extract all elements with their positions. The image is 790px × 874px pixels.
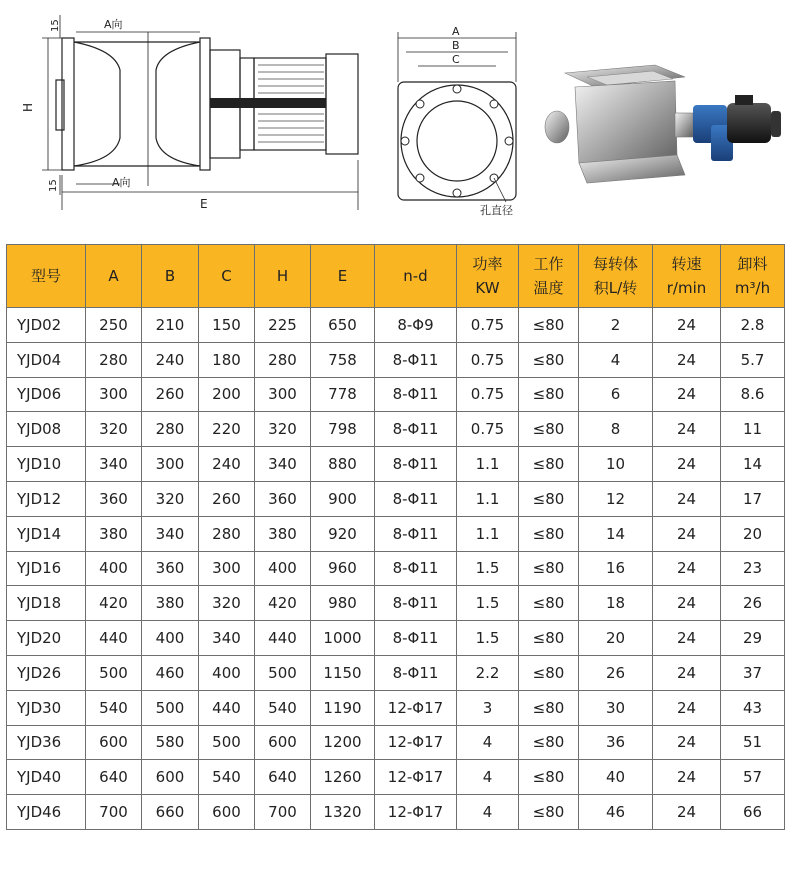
table-cell: ≤80 <box>519 516 579 551</box>
table-cell: 440 <box>255 621 311 656</box>
side-view-drawing <box>20 10 365 215</box>
model-cell: YJD08 <box>7 412 86 447</box>
table-cell: 26 <box>721 586 785 621</box>
table-cell: 24 <box>653 725 721 760</box>
table-row <box>7 377 785 412</box>
model-cell: YJD04 <box>7 342 86 377</box>
table-cell: 1320 <box>311 795 375 830</box>
table-cell: 16 <box>579 551 653 586</box>
table-cell: 12 <box>579 481 653 516</box>
table-cell: 580 <box>142 725 199 760</box>
table-cell: 1200 <box>311 725 375 760</box>
table-cell: 8-Φ11 <box>375 551 457 586</box>
table-cell: 17 <box>721 481 785 516</box>
table-cell: 240 <box>199 447 255 482</box>
table-cell: 36 <box>579 725 653 760</box>
table-cell: 340 <box>142 516 199 551</box>
column-header <box>579 245 653 308</box>
table-cell: 440 <box>199 690 255 725</box>
table-cell: 440 <box>86 621 142 656</box>
table-cell: 300 <box>255 377 311 412</box>
table-cell: 880 <box>311 447 375 482</box>
column-header <box>721 245 785 308</box>
dim-e-label: E <box>200 197 208 211</box>
table-cell: 51 <box>721 725 785 760</box>
table-row <box>7 447 785 482</box>
table-cell: 26 <box>579 655 653 690</box>
table-cell: ≤80 <box>519 795 579 830</box>
table-cell: 20 <box>579 621 653 656</box>
table-row <box>7 725 785 760</box>
table-cell: 225 <box>255 308 311 343</box>
table-cell: 640 <box>86 760 142 795</box>
table-cell: 0.75 <box>457 412 519 447</box>
table-row <box>7 481 785 516</box>
model-cell: YJD14 <box>7 516 86 551</box>
table-cell: 460 <box>142 655 199 690</box>
table-cell: 24 <box>653 342 721 377</box>
table-cell: 8.6 <box>721 377 785 412</box>
table-cell: 500 <box>199 725 255 760</box>
table-cell: ≤80 <box>519 586 579 621</box>
table-cell: 24 <box>653 760 721 795</box>
table-cell: 380 <box>255 516 311 551</box>
table-cell: 260 <box>199 481 255 516</box>
table-cell: 8-Φ11 <box>375 342 457 377</box>
table-cell: 400 <box>199 655 255 690</box>
table-cell: 798 <box>311 412 375 447</box>
table-cell: 8-Φ11 <box>375 447 457 482</box>
table-row <box>7 586 785 621</box>
table-cell: 1.1 <box>457 481 519 516</box>
model-cell: YJD06 <box>7 377 86 412</box>
dim-15-bottom-label: 15 <box>48 179 59 192</box>
table-cell: 420 <box>86 586 142 621</box>
table-cell: 300 <box>199 551 255 586</box>
table-cell: 2 <box>579 308 653 343</box>
column-header-text: B <box>164 267 176 285</box>
table-cell: 0.75 <box>457 377 519 412</box>
dim-h-label: H <box>21 102 35 112</box>
table-cell: 340 <box>199 621 255 656</box>
table-cell: 24 <box>653 551 721 586</box>
table-cell: 1.5 <box>457 621 519 656</box>
spec-table <box>6 244 785 830</box>
model-cell: YJD10 <box>7 447 86 482</box>
column-header-text: 功率 <box>472 255 503 273</box>
table-cell: 960 <box>311 551 375 586</box>
table-cell: 8-Φ11 <box>375 621 457 656</box>
table-row <box>7 412 785 447</box>
table-cell: 380 <box>86 516 142 551</box>
table-cell: 5.7 <box>721 342 785 377</box>
table-cell: 300 <box>86 377 142 412</box>
table-cell: 24 <box>653 586 721 621</box>
table-cell: 700 <box>255 795 311 830</box>
column-header-text: n-d <box>403 267 428 285</box>
column-header-text: r/min <box>666 279 707 297</box>
table-cell: 66 <box>721 795 785 830</box>
table-cell: 500 <box>255 655 311 690</box>
column-header <box>142 245 199 308</box>
table-cell: 4 <box>457 725 519 760</box>
table-cell: 1150 <box>311 655 375 690</box>
table-cell: ≤80 <box>519 690 579 725</box>
table-cell: ≤80 <box>519 447 579 482</box>
table-cell: 12-Φ17 <box>375 760 457 795</box>
table-cell: ≤80 <box>519 308 579 343</box>
table-cell: 12-Φ17 <box>375 725 457 760</box>
table-cell: 900 <box>311 481 375 516</box>
column-header-text: 每转体 <box>592 255 638 273</box>
column-header-text: 工作 <box>533 255 564 273</box>
table-cell: 3 <box>457 690 519 725</box>
table-cell: 30 <box>579 690 653 725</box>
table-cell: 24 <box>653 690 721 725</box>
column-header-text: m³/h <box>734 279 771 297</box>
table-cell: 43 <box>721 690 785 725</box>
table-cell: 600 <box>142 760 199 795</box>
table-row <box>7 516 785 551</box>
table-cell: ≤80 <box>519 725 579 760</box>
table-cell: 758 <box>311 342 375 377</box>
table-cell: 8-Φ11 <box>375 481 457 516</box>
table-cell: 540 <box>199 760 255 795</box>
column-header-text: KW <box>475 279 500 297</box>
table-cell: 400 <box>86 551 142 586</box>
header-row <box>7 245 785 308</box>
table-cell: 320 <box>86 412 142 447</box>
table-row <box>7 760 785 795</box>
table-row <box>7 308 785 343</box>
table-cell: 250 <box>86 308 142 343</box>
rotary-valve-illustration <box>535 55 785 195</box>
table-cell: 240 <box>142 342 199 377</box>
table-cell: 500 <box>86 655 142 690</box>
table-cell: 14 <box>579 516 653 551</box>
table-cell: 280 <box>142 412 199 447</box>
table-cell: 24 <box>653 621 721 656</box>
table-cell: 24 <box>653 481 721 516</box>
table-cell: 8-Φ11 <box>375 377 457 412</box>
table-cell: 46 <box>579 795 653 830</box>
model-cell: YJD26 <box>7 655 86 690</box>
table-cell: 340 <box>86 447 142 482</box>
table-cell: 540 <box>255 690 311 725</box>
table-cell: 400 <box>255 551 311 586</box>
table-cell: 24 <box>653 447 721 482</box>
table-cell: 24 <box>653 516 721 551</box>
table-cell: 180 <box>199 342 255 377</box>
table-cell: 420 <box>255 586 311 621</box>
table-cell: 8-Φ11 <box>375 516 457 551</box>
table-cell: 640 <box>255 760 311 795</box>
dim-a-label: A <box>452 25 460 38</box>
table-cell: 2.8 <box>721 308 785 343</box>
table-cell: 4 <box>579 342 653 377</box>
column-header-text: 积L/转 <box>593 279 638 297</box>
table-cell: ≤80 <box>519 551 579 586</box>
table-row <box>7 690 785 725</box>
table-cell: 778 <box>311 377 375 412</box>
column-header <box>255 245 311 308</box>
table-cell: 220 <box>199 412 255 447</box>
table-cell: 40 <box>579 760 653 795</box>
side-view-svg <box>20 10 365 215</box>
table-cell: 280 <box>255 342 311 377</box>
table-cell: ≤80 <box>519 412 579 447</box>
product-photo <box>535 55 785 195</box>
spec-table-body <box>7 308 785 830</box>
column-header <box>457 245 519 308</box>
table-cell: 540 <box>86 690 142 725</box>
column-header-text: A <box>108 267 119 285</box>
spec-table-header <box>7 245 785 308</box>
table-cell: ≤80 <box>519 481 579 516</box>
table-cell: 600 <box>86 725 142 760</box>
model-cell: YJD18 <box>7 586 86 621</box>
table-cell: 500 <box>142 690 199 725</box>
front-view-drawing <box>388 22 528 217</box>
table-cell: 24 <box>653 377 721 412</box>
table-cell: ≤80 <box>519 760 579 795</box>
front-view-svg <box>388 22 528 217</box>
table-cell: 11 <box>721 412 785 447</box>
table-cell: 320 <box>255 412 311 447</box>
table-cell: ≤80 <box>519 377 579 412</box>
table-cell: 24 <box>653 655 721 690</box>
model-cell: YJD20 <box>7 621 86 656</box>
table-cell: 1.1 <box>457 516 519 551</box>
table-cell: 20 <box>721 516 785 551</box>
table-cell: 12-Φ17 <box>375 795 457 830</box>
table-cell: 4 <box>457 795 519 830</box>
direction-a-bottom-label: A向 <box>112 176 131 189</box>
table-cell: 8-Φ11 <box>375 586 457 621</box>
dim-c-label: C <box>452 53 460 66</box>
model-cell: YJD40 <box>7 760 86 795</box>
column-header <box>86 245 142 308</box>
column-header-text: E <box>337 267 348 285</box>
table-cell: 380 <box>142 586 199 621</box>
table-cell: 280 <box>86 342 142 377</box>
table-cell: 650 <box>311 308 375 343</box>
column-header <box>199 245 255 308</box>
model-cell: YJD12 <box>7 481 86 516</box>
table-cell: 360 <box>142 551 199 586</box>
model-cell: YJD36 <box>7 725 86 760</box>
dim-b-label: B <box>452 39 460 52</box>
column-header <box>519 245 579 308</box>
column-header <box>7 245 86 308</box>
table-row <box>7 795 785 830</box>
column-header <box>311 245 375 308</box>
table-cell: 1190 <box>311 690 375 725</box>
table-cell: 920 <box>311 516 375 551</box>
table-cell: 210 <box>142 308 199 343</box>
table-cell: 10 <box>579 447 653 482</box>
column-header-text: C <box>221 267 232 285</box>
table-cell: 700 <box>86 795 142 830</box>
table-row <box>7 621 785 656</box>
table-cell: 1.5 <box>457 586 519 621</box>
table-cell: 320 <box>142 481 199 516</box>
table-cell: 8-Φ11 <box>375 412 457 447</box>
table-cell: 8-Φ9 <box>375 308 457 343</box>
table-cell: 320 <box>199 586 255 621</box>
hole-diameter-label: 孔直径 <box>480 204 513 217</box>
column-header <box>375 245 457 308</box>
table-row <box>7 655 785 690</box>
model-cell: YJD46 <box>7 795 86 830</box>
direction-a-top-label: A向 <box>104 18 123 31</box>
model-cell: YJD02 <box>7 308 86 343</box>
table-cell: 4 <box>457 760 519 795</box>
table-cell: 600 <box>255 725 311 760</box>
table-cell: ≤80 <box>519 342 579 377</box>
table-cell: 12-Φ17 <box>375 690 457 725</box>
table-cell: 37 <box>721 655 785 690</box>
table-cell: 1000 <box>311 621 375 656</box>
table-cell: 280 <box>199 516 255 551</box>
table-cell: 29 <box>721 621 785 656</box>
table-cell: 57 <box>721 760 785 795</box>
table-cell: ≤80 <box>519 655 579 690</box>
dim-15-top-label: 15 <box>50 19 61 32</box>
table-cell: 400 <box>142 621 199 656</box>
table-cell: 24 <box>653 308 721 343</box>
table-cell: 600 <box>199 795 255 830</box>
model-cell: YJD30 <box>7 690 86 725</box>
table-row <box>7 551 785 586</box>
table-cell: 1.5 <box>457 551 519 586</box>
table-cell: 24 <box>653 795 721 830</box>
table-cell: 150 <box>199 308 255 343</box>
table-cell: 660 <box>142 795 199 830</box>
table-cell: 200 <box>199 377 255 412</box>
column-header-text: H <box>276 267 289 285</box>
column-header <box>653 245 721 308</box>
table-cell: 6 <box>579 377 653 412</box>
figures-area <box>0 0 790 240</box>
table-cell: 260 <box>142 377 199 412</box>
table-row <box>7 342 785 377</box>
table-cell: 14 <box>721 447 785 482</box>
column-header-text: 温度 <box>533 279 564 297</box>
table-cell: 340 <box>255 447 311 482</box>
table-cell: 1260 <box>311 760 375 795</box>
table-cell: ≤80 <box>519 621 579 656</box>
table-cell: 24 <box>653 412 721 447</box>
column-header-text: 型号 <box>30 267 61 285</box>
table-cell: 0.75 <box>457 308 519 343</box>
table-cell: 360 <box>255 481 311 516</box>
table-cell: 18 <box>579 586 653 621</box>
table-cell: 0.75 <box>457 342 519 377</box>
table-cell: 2.2 <box>457 655 519 690</box>
column-header-text: 卸料 <box>737 255 768 273</box>
table-cell: 23 <box>721 551 785 586</box>
model-cell: YJD16 <box>7 551 86 586</box>
table-cell: 8-Φ11 <box>375 655 457 690</box>
table-cell: 980 <box>311 586 375 621</box>
column-header-text: 转速 <box>671 255 702 273</box>
table-cell: 360 <box>86 481 142 516</box>
table-cell: 300 <box>142 447 199 482</box>
table-cell: 1.1 <box>457 447 519 482</box>
table-cell: 8 <box>579 412 653 447</box>
